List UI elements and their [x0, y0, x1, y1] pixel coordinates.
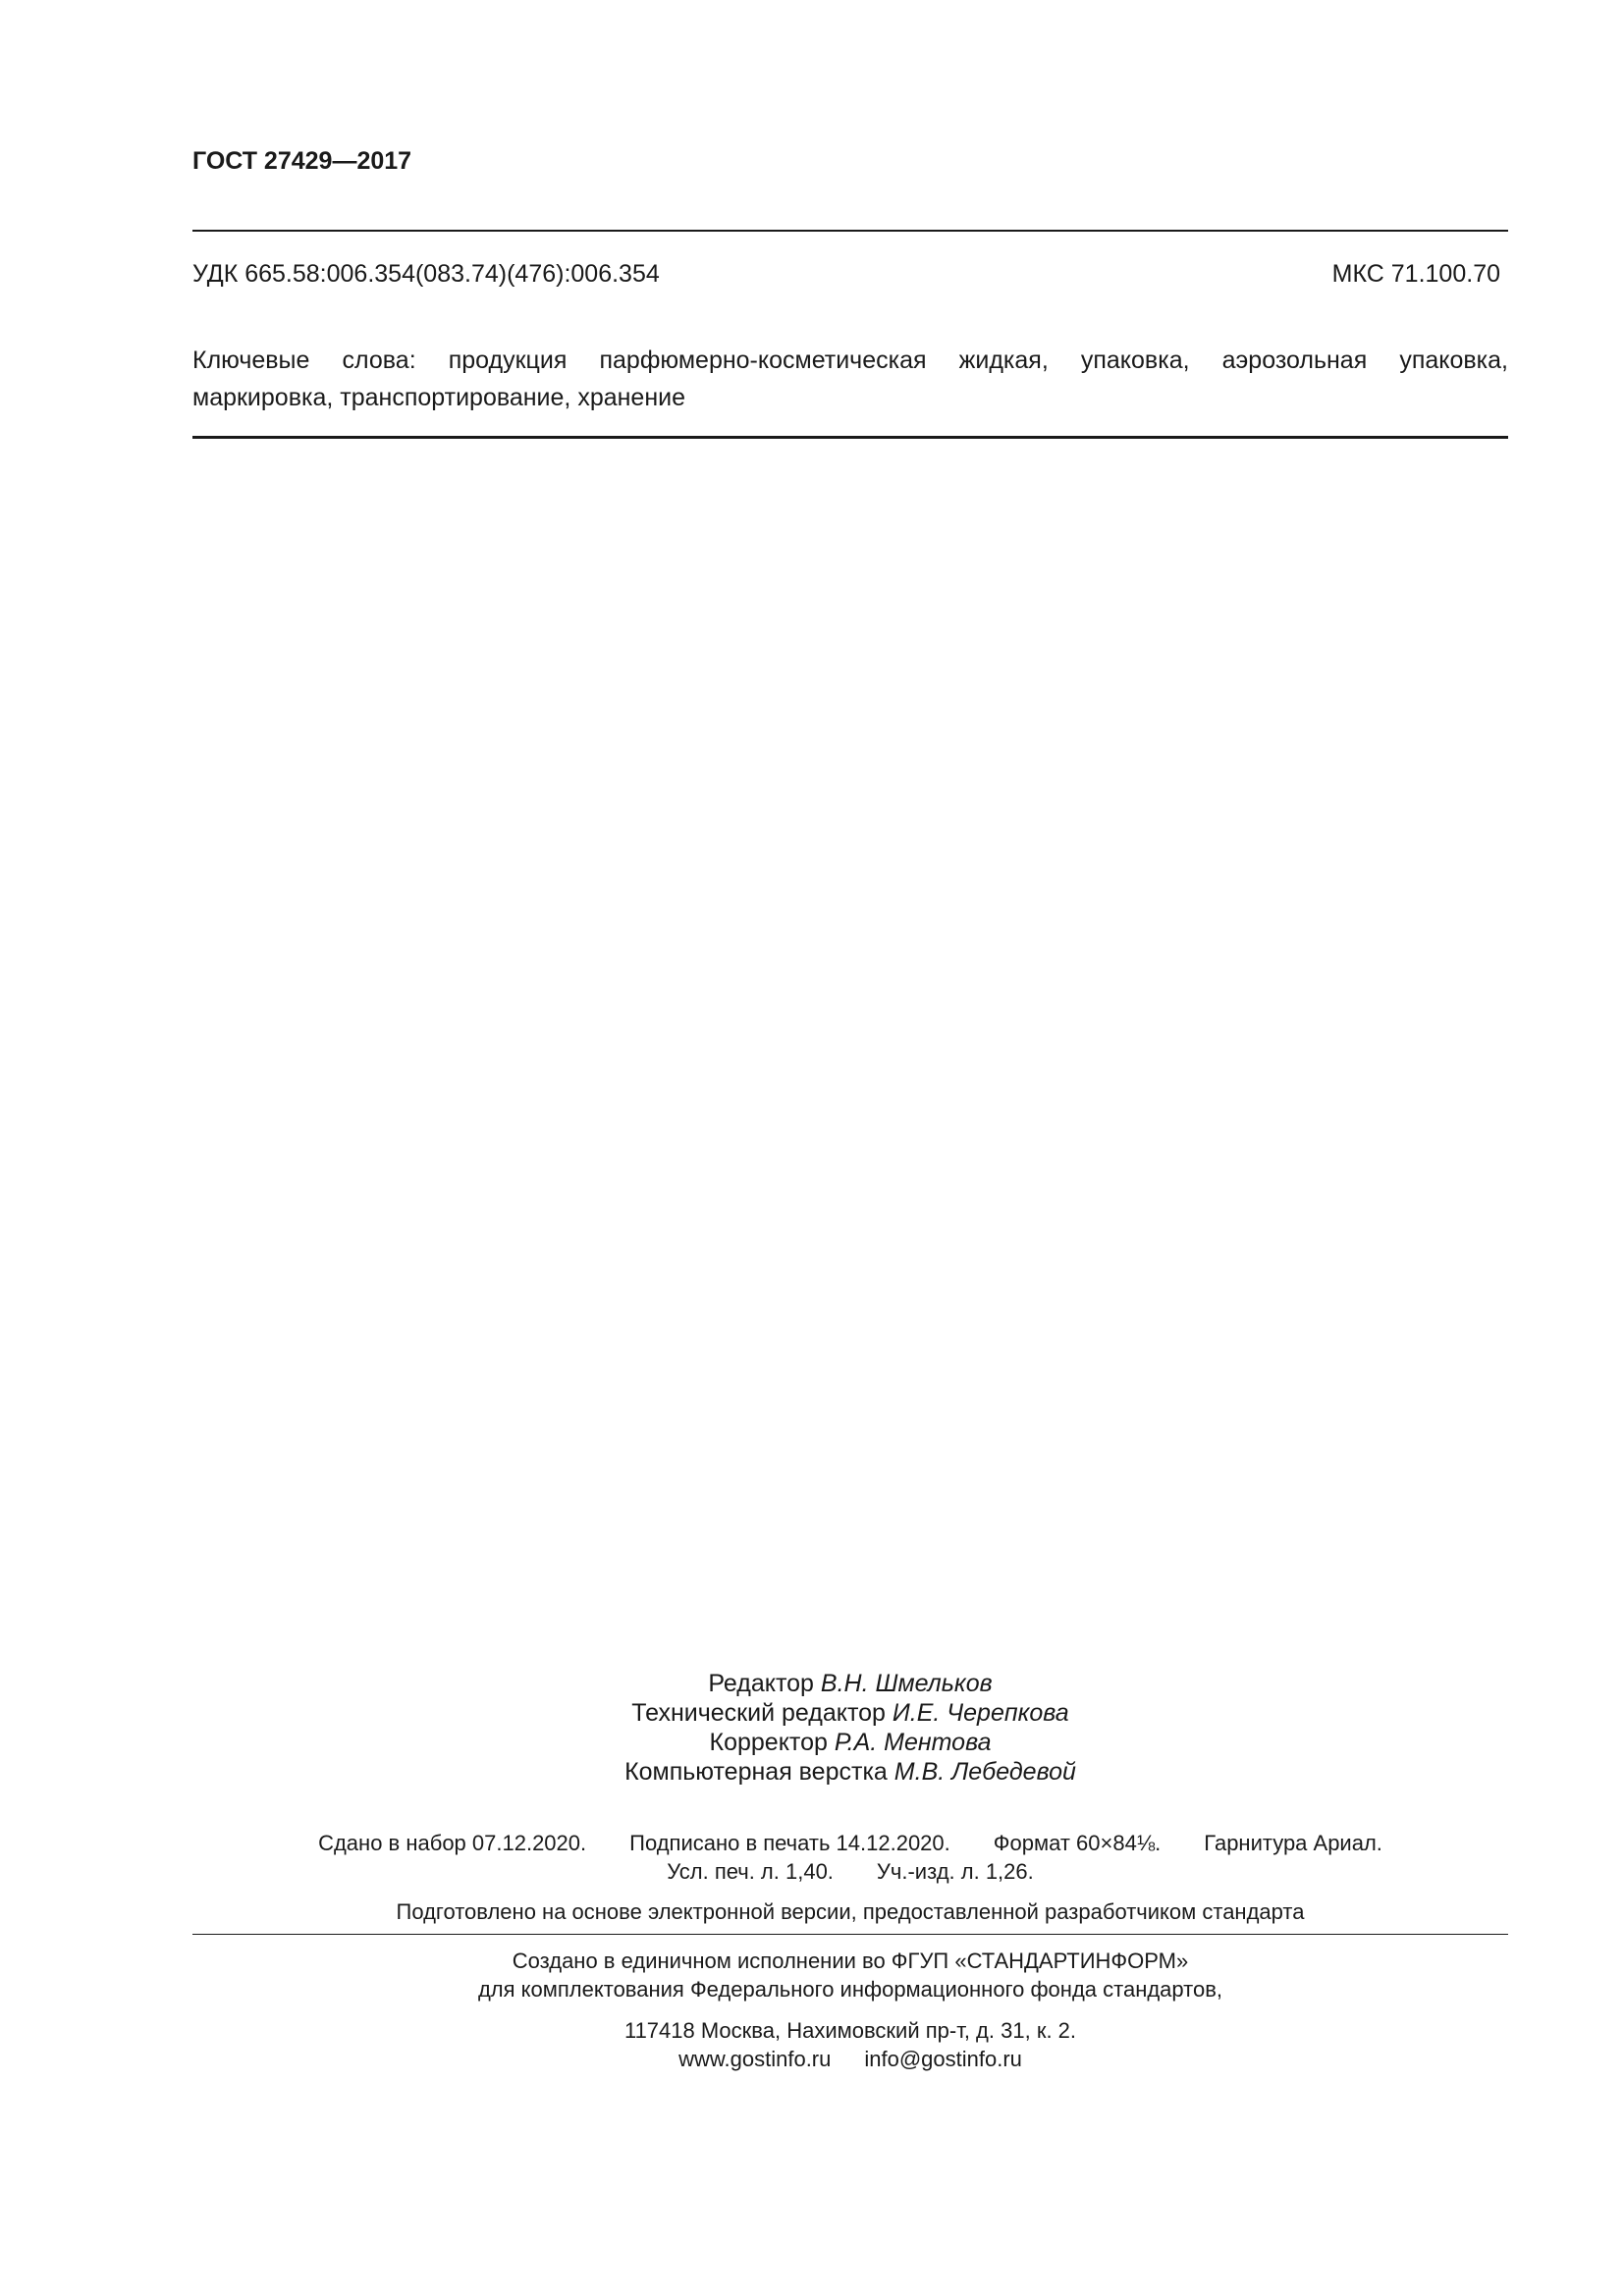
credit-role: Редактор: [708, 1670, 814, 1697]
print-info-row: [192, 1829, 1508, 1857]
credit-person: В.Н. Шмельков: [820, 1670, 993, 1697]
credit-role: Корректор: [709, 1729, 828, 1756]
publisher-contacts: [192, 2045, 1508, 2073]
publisher-block: [192, 1947, 1508, 2073]
print-info-row: [192, 1857, 1508, 1886]
keywords-paragraph: [192, 342, 1508, 416]
keywords-line: маркировка, транспортирование, хранение: [192, 384, 686, 411]
publisher-address: 117418 Москва, Нахимовский пр-т, д. 31, к. 2.: [623, 2018, 1077, 2043]
publisher-divider: [192, 1934, 1508, 1935]
publisher-line: для комплектования Федерального информационного фонда стандартов,: [477, 1977, 1223, 2002]
credit-role: Компьютерная верстка: [624, 1758, 888, 1786]
credit-proofreader: [192, 1728, 1508, 1757]
top-divider: [192, 230, 1508, 232]
publish-sheets: Уч.-изд. л. 1,26.: [876, 1859, 1034, 1884]
typeface: Гарнитура Ариал.: [1204, 1831, 1382, 1855]
udc-code: УДК 665.58:006.354(083.74)(476):006.354: [192, 260, 660, 288]
credits-block: [192, 1669, 1508, 1787]
credit-layout: [192, 1757, 1508, 1787]
credit-role: Технический редактор: [631, 1699, 886, 1727]
keywords-line: Ключевые слова: продукция парфюмерно-косметическая жидкая, упаковка, аэрозольная упаковка,: [192, 347, 1508, 374]
credit-person: М.В. Лебедевой: [893, 1758, 1076, 1786]
document-code: ГОСТ 27429—2017: [192, 147, 412, 175]
publisher-line: Создано в единичном исполнении во ФГУП «СТАНДАРТИНФОРМ»: [512, 1949, 1189, 1973]
publisher-email: info@gostinfo.ru: [864, 2047, 1022, 2071]
signed-date: Подписано в печать 14.12.2020.: [629, 1831, 950, 1855]
mks-code: МКС 71.100.70: [1331, 260, 1500, 288]
credit-person: Р.А. Ментова: [834, 1729, 992, 1756]
print-info: [192, 1829, 1508, 1886]
credit-technical-editor: [192, 1698, 1508, 1728]
paper-format: Формат 60×84⅛.: [993, 1831, 1162, 1855]
credit-editor: [192, 1669, 1508, 1698]
publisher-website: www.gostinfo.ru: [678, 2047, 832, 2071]
keywords-divider: [192, 436, 1508, 439]
submitted-date: Сдано в набор 07.12.2020.: [318, 1831, 587, 1855]
print-sheets: Усл. печ. л. 1,40.: [667, 1859, 834, 1884]
credit-person: И.Е. Черепкова: [892, 1699, 1069, 1727]
prepared-note: Подготовлено на основе электронной версии, предоставленной разработчиком стандарта: [396, 1899, 1305, 1924]
